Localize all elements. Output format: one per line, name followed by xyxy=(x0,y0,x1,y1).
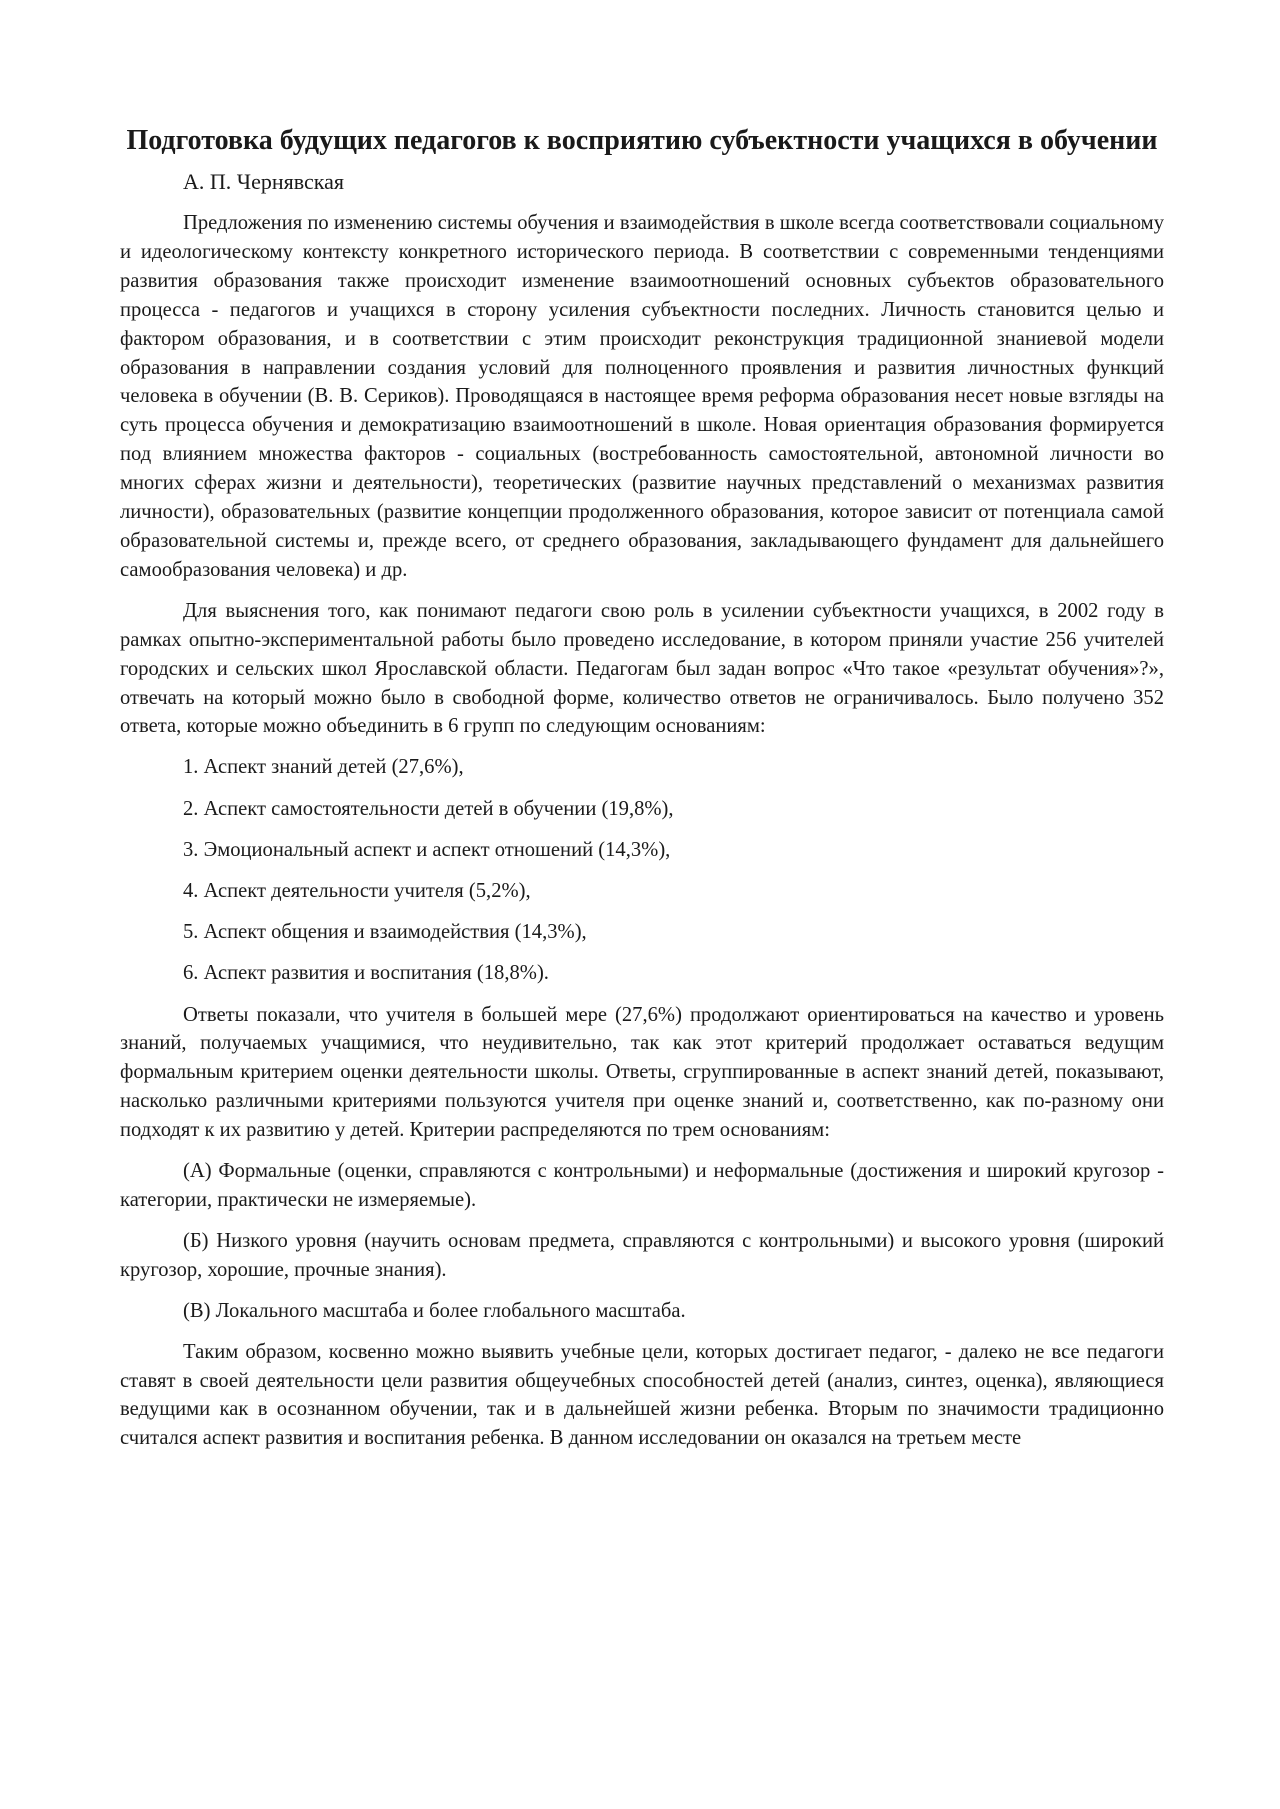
list-item: 2. Аспект самостоятельности детей в обучении (19,8%), xyxy=(183,797,674,820)
article-title: Подготовка будущих педагогов к восприятию субъектности учащихся в обучении xyxy=(126,125,1158,156)
paragraph: (А) Формальные (оценки, справляются с контрольными) и неформальные (достижения и широкий кругозор - категории, практически не измеряемые). xyxy=(120,1160,1164,1211)
paragraph: Ответы показали, что учителя в большей мере (27,6%) продолжают ориентироваться на качество и уровень знаний, получаемых учащимися, что неудивительно, так как этот критерий продолжает оставаться ведущим формальным критерием оценки деятельности школы. Ответы, сгруппированные в аспект знаний детей, показывают, насколько различными критериями пользуются учителя при оценке знаний и, соответственно, как по-разному они подходят к их развитию у детей. Критерии распределяются по трем основаниям: xyxy=(120,1003,1164,1142)
article-author: А. П. Чернявская xyxy=(183,169,344,194)
list-item: 3. Эмоциональный аспект и аспект отношений (14,3%), xyxy=(183,838,671,861)
paragraph: Предложения по изменению системы обучения и взаимодействия в школе всегда соответствовали социальному и идеологическому контексту конкретного исторического периода. В соответствии с современными тенденциями развития образования также происходит изменение взаимоотношений основных субъектов образовательного процесса - педагогов и учащихся в сторону усиления субъектности последних. Личность становится целью и фактором образования, и в соответствии с этим происходит реконструкция традиционной знаниевой модели образования в направлении создания условий для полноценного проявления и развития личностных функций человека в обучении (В. В. Сериков). Проводящаяся в настоящее время реформа образования несет новые взгляды на суть процесса обучения и демократизацию взаимоотношений в школе. Новая ориентация образования формируется под влиянием множества факторов - социальных (востребованность самостоятельной, автономной личности во многих сферах жизни и деятельности), теоретических (развитие научных представлений о механизмах развития личности), образовательных (развитие концепции продолженного образования, которое зависит от потенциала самой образовательной системы и, прежде всего, от среднего образования, закладывающего фундамент для дальнейшего самообразования человека) и др. xyxy=(120,212,1164,581)
list-item: 5. Аспект общения и взаимодействия (14,3%), xyxy=(183,921,587,944)
paragraph: (Б) Низкого уровня (научить основам предмета, справляются с контрольными) и высокого уровня (широкий кругозор, хорошие, прочные знания). xyxy=(120,1229,1164,1281)
paragraph: Таким образом, косвенно можно выявить учебные цели, которых достигает педагог, - далеко не все педагоги ставят в своей деятельности цели развития общеучебных способностей детей (анализ, синтез, оценка), являющиеся ведущими как в осознанном обучении, так и в дальнейшей жизни ребенка. Вторым по значимости традиционно считался аспект развития и воспитания ребенка. В данном исследовании он оказался на третьем месте xyxy=(120,1340,1164,1450)
document-page xyxy=(120,122,1164,1465)
list-item: 4. Аспект деятельности учителя (5,2%), xyxy=(183,879,531,902)
list-item: 6. Аспект развития и воспитания (18,8%). xyxy=(183,962,549,985)
paragraph: (В) Локального масштаба и более глобального масштаба. xyxy=(183,1299,686,1322)
list-item: 1. Аспект знаний детей (27,6%), xyxy=(183,756,464,779)
paragraph: Для выяснения того, как понимают педагоги свою роль в усилении субъектности учащихся, в 2002 году в рамках опытно-экспериментальной работы было проведено исследование, в котором приняли участие 256 учителей городских и сельских школ Ярославской области. Педагогам был задан вопрос «Что такое «результат обучения»?», отвечать на который можно было в свободной форме, количество ответов не ограничивалось. Было получено 352 ответа, которые можно объединить в 6 групп по следующим основаниям: xyxy=(120,599,1164,738)
